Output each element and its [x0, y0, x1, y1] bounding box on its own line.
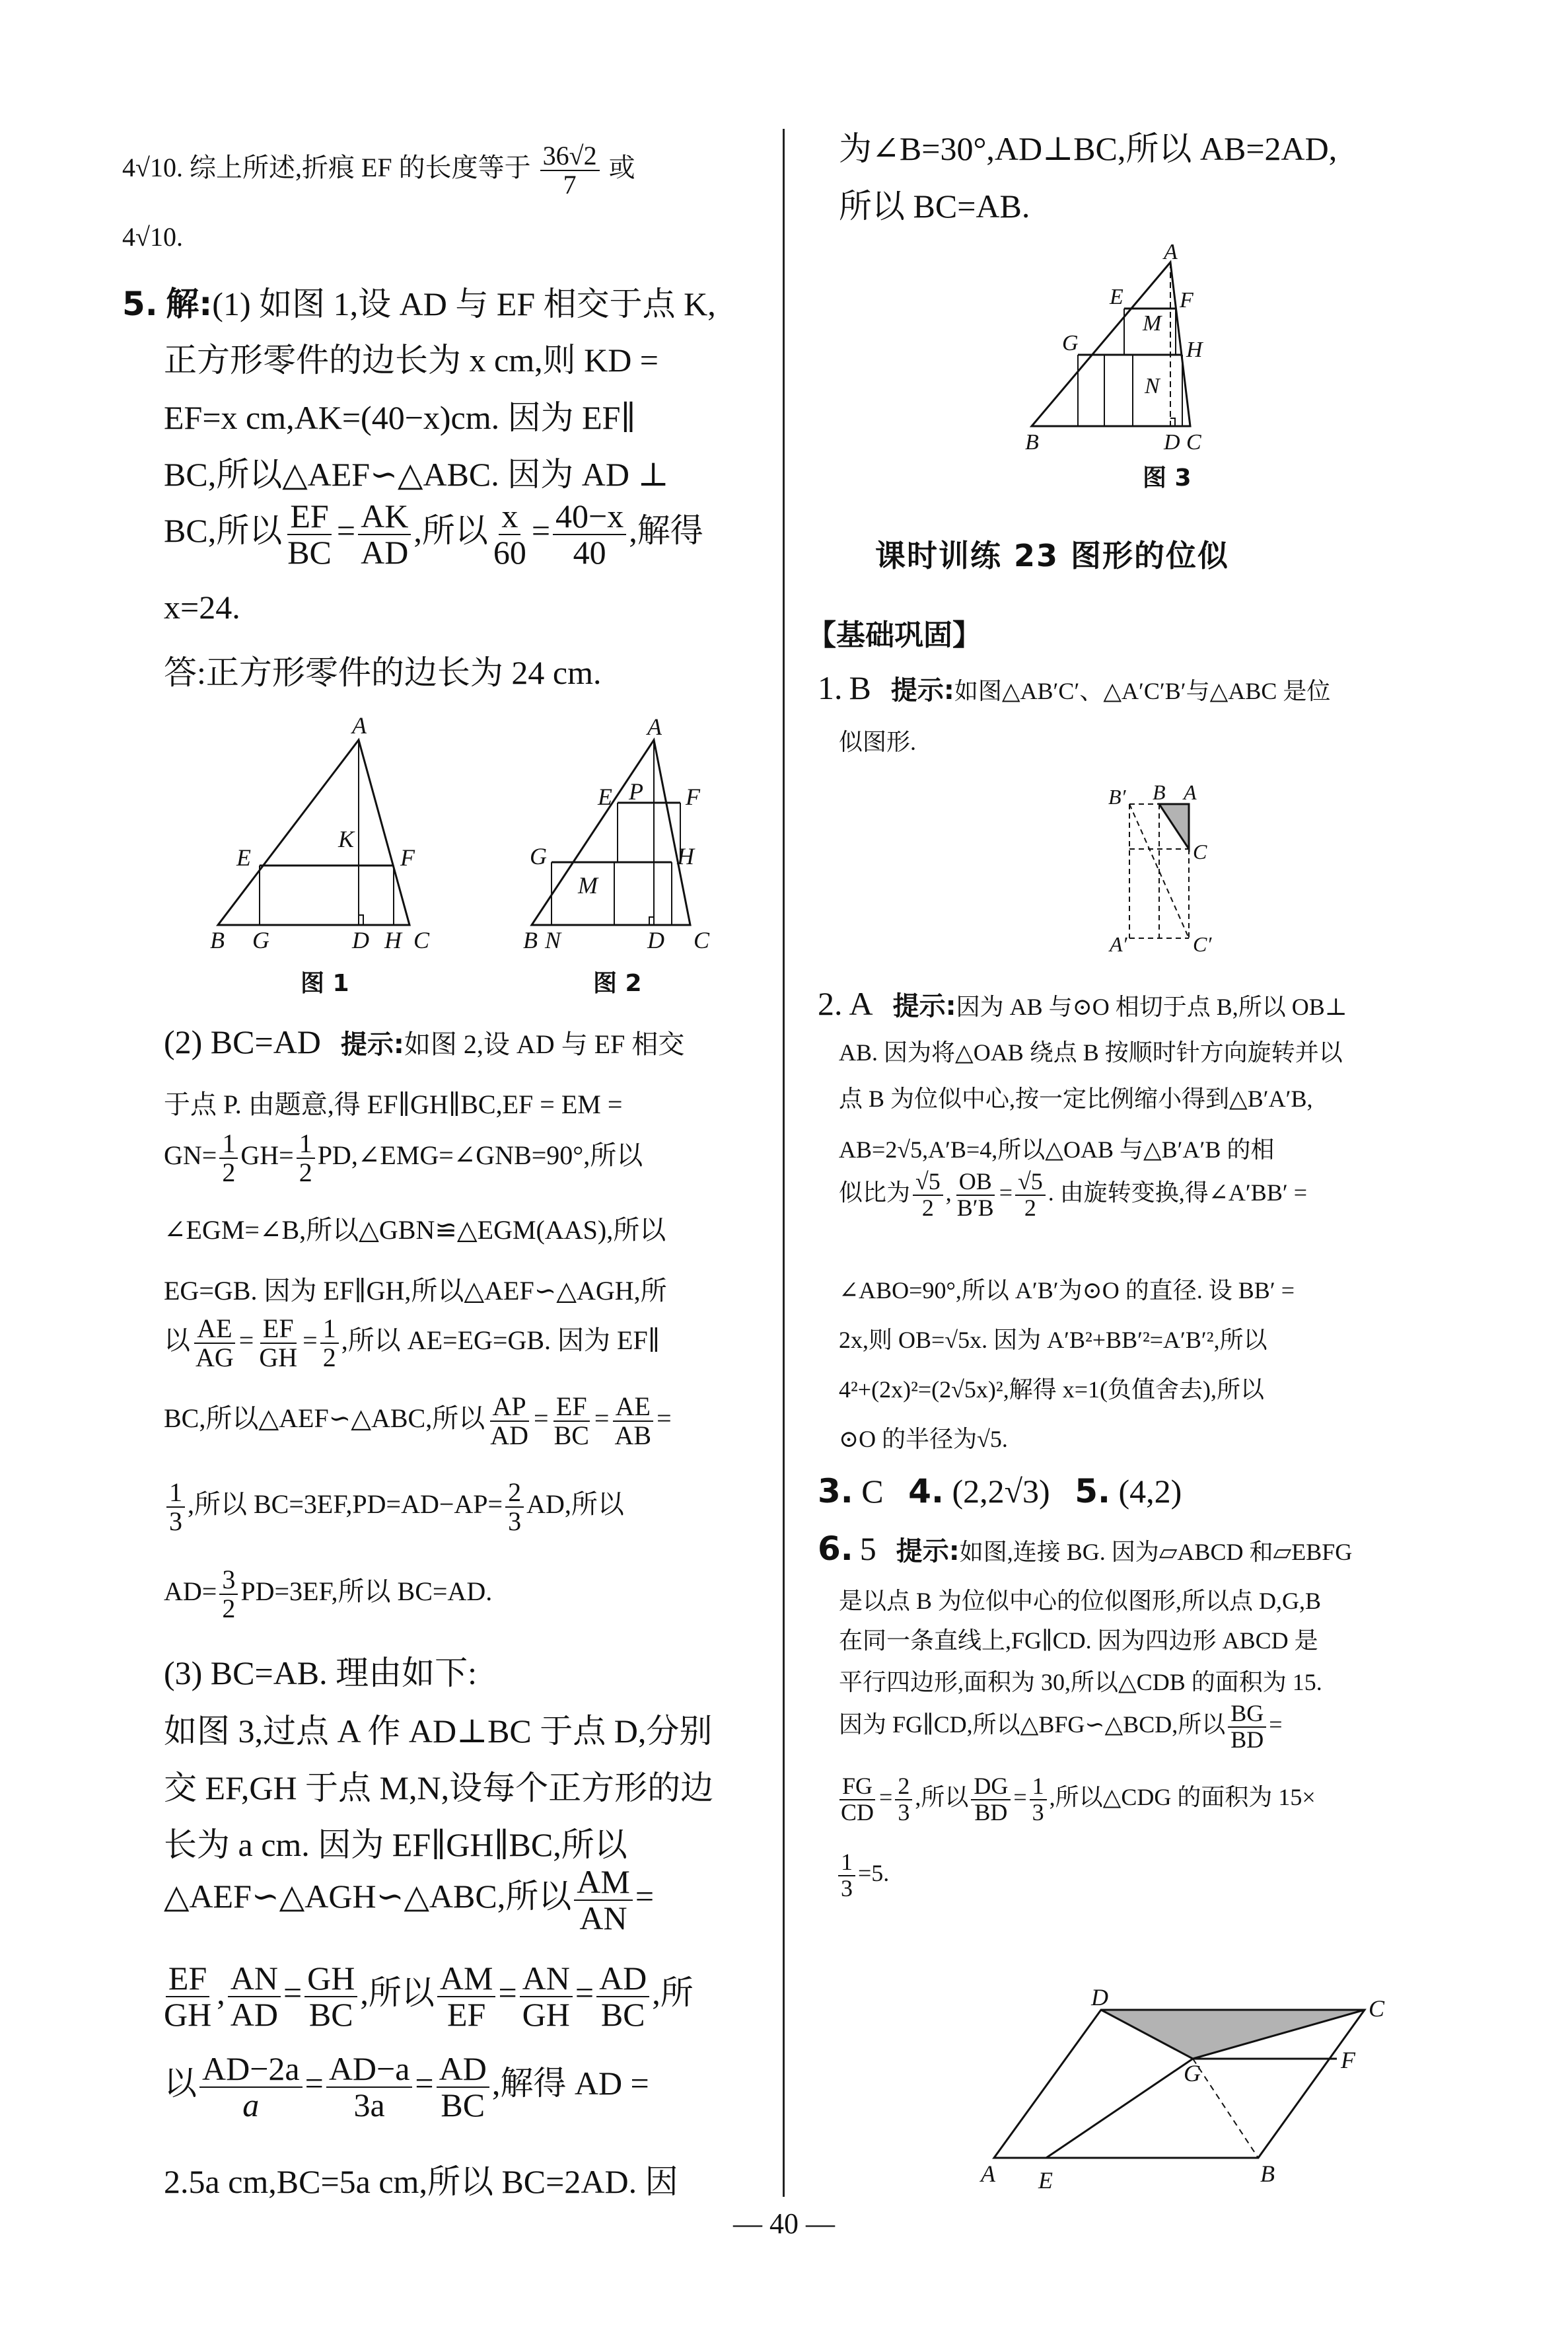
text-segment: ,解得 [629, 511, 703, 549]
answer-value: 5 [859, 1530, 876, 1567]
fraction [838, 1774, 876, 1826]
fraction [895, 1774, 912, 1826]
right-angle-mark [1170, 418, 1175, 426]
fraction-denominator: BC [287, 533, 332, 571]
label-a: A [981, 2160, 995, 2187]
answer-value: (4,2) [1118, 1473, 1182, 1510]
label-c: C [1369, 1995, 1385, 2022]
fraction-denominator: CD [841, 1798, 874, 1826]
fraction-denominator: GH [164, 1995, 212, 2033]
figure-3-diagram [1017, 240, 1308, 455]
triangle-abc [532, 740, 690, 925]
answer-line: 答:正方形零件的边长为 24 cm. [164, 654, 602, 691]
equals-sign: = [1269, 1711, 1283, 1738]
text-line: 点 B 为位似中心,按一定比例缩小得到△B′A′B, [839, 1086, 1313, 1112]
label-d: D [1091, 1984, 1108, 2011]
fraction [219, 1130, 238, 1187]
fraction-numerator: EF [260, 1315, 297, 1344]
text-line: AB=2√5,A′B=4,所以△OAB 与△B′A′B 的相 [839, 1136, 1275, 1163]
text-line: EG=GB. 因为 EF∥GH,所以△AEF∽△AGH,所 [164, 1276, 667, 1306]
fraction-numerator: 1 [838, 1850, 855, 1876]
fraction-numerator: AD−a [326, 2051, 413, 2088]
fraction-numerator: 1 [1030, 1774, 1047, 1800]
fraction-denominator: AD [490, 1421, 528, 1450]
fraction [552, 1393, 592, 1450]
fraction-numerator: AD [596, 1961, 649, 1997]
fraction [574, 1864, 633, 1935]
equals-sign: = [336, 511, 356, 549]
fraction-denominator: BC [553, 1421, 589, 1450]
fraction [540, 142, 600, 199]
text-line: AB. 因为将△OAB 绕点 B 按顺时针方向旋转并以 [839, 1039, 1343, 1066]
text-segment: 似比为 [839, 1179, 911, 1206]
question-number: 2. [818, 985, 843, 1022]
question-number: 3. [818, 1472, 853, 1510]
label-a: A [647, 714, 662, 740]
label-b: B [1260, 2160, 1275, 2187]
label-e: E [1038, 2167, 1053, 2194]
text-segment: ,所以 [360, 1974, 435, 2011]
fraction-denominator: AG [196, 1343, 234, 1372]
text-segment: 如图 2,设 AD 与 EF 相交 [404, 1029, 685, 1059]
text-line: 是以点 B 为位似中心的位似图形,所以点 D,G,B [839, 1588, 1322, 1614]
text-line [164, 1566, 492, 1623]
fraction [596, 1961, 649, 2032]
problem-5-line-1 [122, 277, 716, 325]
text-segment: ,所 [652, 1974, 694, 2011]
fraction-denominator: 3 [841, 1874, 853, 1901]
text-line: 4²+(2x)²=(2√5x)²,解得 x=1(负值舍去),所以 [839, 1376, 1264, 1403]
label-n: N [545, 927, 561, 953]
label-d: D [1164, 430, 1180, 455]
shaded-triangle-abc [1159, 804, 1189, 849]
equals-sign: = [1013, 1784, 1027, 1811]
fraction-denominator: 2 [1024, 1194, 1036, 1221]
fraction [437, 2051, 489, 2122]
text-segment: 以 [164, 2064, 197, 2102]
text-segment: 如图△AB′C′、△A′C′B′与△ABC 是位 [954, 678, 1331, 704]
fraction-numerator: 1 [219, 1130, 238, 1159]
label-p: P [629, 778, 643, 805]
label-h: H [384, 927, 402, 953]
fraction [326, 2051, 413, 2122]
label-k: K [338, 826, 355, 852]
fraction-numerator: 1 [320, 1315, 339, 1344]
fraction-numerator: DG [971, 1774, 1011, 1800]
text-segment: ,解得 AD = [491, 2064, 649, 2102]
question-number: 4. [908, 1472, 944, 1510]
text-segment: ,所以 [413, 511, 488, 549]
text-segment: ,所以 BC=3EF,PD=AD−AP= [188, 1489, 503, 1520]
fraction [971, 1774, 1011, 1826]
fraction [954, 1169, 997, 1221]
label-d: D [352, 927, 369, 953]
fraction [228, 1961, 281, 2032]
fraction-denominator: 2 [299, 1158, 312, 1187]
fraction-denominator: BD [1230, 1726, 1264, 1753]
fraction [199, 2051, 303, 2122]
question-number: 1. [818, 669, 843, 706]
fraction-denominator: BC [441, 2086, 485, 2123]
column-divider [783, 129, 785, 2197]
fraction-numerator: AK [358, 499, 411, 535]
fraction-numerator: EF [553, 1393, 590, 1422]
fraction [838, 1850, 855, 1901]
question-2-line-1 [818, 984, 1347, 1023]
problem-number: 5. [122, 285, 158, 323]
text-line: 所以 BC=AB. [839, 188, 1030, 225]
label-g: G [530, 843, 547, 869]
question-6-line-1 [818, 1530, 1352, 1568]
label-m: M [578, 872, 598, 899]
label-c: C [694, 927, 710, 953]
fraction-numerator: x [499, 499, 520, 535]
part-2-answer: (2) BC=AD [164, 1023, 321, 1060]
fraction-denominator: AD [361, 533, 409, 571]
label-b: B [210, 927, 225, 953]
label-g: G [1184, 2060, 1201, 2086]
fraction-numerator: EF [287, 499, 331, 535]
fraction [320, 1315, 339, 1372]
label-a: A [352, 712, 367, 739]
fraction [166, 1479, 185, 1535]
text-segment: △AEF∽△AGH∽△ABC,所以 [164, 1877, 572, 1915]
fraction-numerator: OB [956, 1169, 995, 1196]
label-b: B [1153, 780, 1166, 804]
fraction [1030, 1774, 1047, 1826]
label-c: C [413, 927, 430, 953]
text-segment: 如图,连接 BG. 因为▱ABCD 和▱EBFG [959, 1539, 1353, 1565]
equals-sign: = [303, 1325, 318, 1356]
equals-sign: = [594, 1403, 610, 1434]
question-number: 5. [1075, 1472, 1110, 1510]
fraction-denominator: 60 [493, 533, 526, 571]
text-segment: GN= [164, 1140, 217, 1171]
label-e: E [1110, 285, 1123, 309]
fraction-numerator: 1 [166, 1479, 185, 1508]
fraction-denominator: 3 [508, 1506, 522, 1536]
fraction-numerator: 36√2 [540, 142, 600, 171]
label-a: A [1164, 240, 1178, 264]
hint-label: 提示: [890, 675, 954, 706]
label-b: B [1025, 430, 1039, 455]
fraction-denominator: EF [446, 1995, 486, 2033]
figure-2-caption: 图 2 [593, 970, 642, 997]
fraction-numerator: 40−x [553, 499, 626, 535]
equals-sign: = [657, 1403, 672, 1434]
label-f: F [1180, 288, 1194, 313]
text-line [836, 1850, 889, 1901]
fraction-denominator: 2 [222, 1594, 236, 1623]
text-line [164, 1479, 624, 1535]
text-line: 平行四边形,面积为 30,所以△CDB 的面积为 15. [839, 1669, 1322, 1695]
fraction-numerator: 3 [219, 1566, 238, 1595]
question-1-figure [1063, 773, 1275, 956]
fraction-denominator: 3 [898, 1798, 910, 1826]
fraction [193, 1315, 236, 1372]
fraction [505, 1479, 524, 1535]
fraction-denominator: BC [600, 1995, 645, 2033]
fraction-numerator: AD−2a [199, 2051, 303, 2088]
fraction-denominator: 3a [353, 2086, 385, 2123]
answer-choice: B [849, 669, 871, 706]
figure-3-caption: 图 3 [1143, 464, 1192, 492]
text-segment: ,所以 AE=EG=GB. 因为 EF∥ [341, 1325, 660, 1356]
text-segment: AD= [164, 1576, 217, 1607]
hint-label: 提示: [892, 991, 956, 1021]
fraction-numerator: AE [194, 1315, 234, 1344]
text-line: 以 $\frac{AD-2a}{a}$ = $\frac{AD-a}{3a}$ = $\frac{AD}{BC}$ ,解得 AD = [164, 2050, 649, 2123]
text-segment: BC,所以△AEF∽△ABC,所以 [164, 1403, 485, 1434]
fraction-denominator: 2 [222, 1158, 236, 1187]
fraction [437, 1961, 496, 2032]
fraction [913, 1169, 943, 1221]
text-segment: 因为 FG∥CD,所以△BFG∽△BCD,所以 [839, 1711, 1226, 1738]
text-segment: =5. [858, 1860, 890, 1887]
fraction-numerator: BG [1228, 1701, 1266, 1728]
fraction-numerator: AM [574, 1864, 633, 1901]
text-line: 交 EF,GH 于点 M,N,设每个正方形的边 [164, 1769, 714, 1806]
equals-sign: = [531, 511, 551, 549]
equals-sign: = [879, 1784, 893, 1811]
fraction [297, 1130, 315, 1187]
fraction [304, 1961, 357, 2032]
fraction-denominator: 40 [573, 533, 606, 571]
label-f: F [686, 784, 700, 810]
fraction-denominator: AD [230, 1995, 278, 2033]
text-segment: 以 [164, 1325, 190, 1356]
triangle-abc [218, 740, 410, 925]
label-c: C [1193, 840, 1207, 864]
fraction [491, 499, 529, 570]
figure-1-diagram [198, 712, 476, 953]
fraction [520, 1961, 573, 2032]
fraction-numerator: AN [228, 1961, 281, 1997]
fraction-denominator: 2 [921, 1194, 934, 1221]
equals-sign: = [498, 1974, 517, 2011]
fraction [612, 1393, 654, 1450]
question-number: 6. [818, 1530, 853, 1568]
fraction-numerator: √5 [1015, 1169, 1046, 1196]
text-segment: 或 [608, 153, 635, 183]
fraction-denominator: AN [579, 1899, 627, 1937]
text-segment: AD,所以 [526, 1489, 624, 1520]
text-line: 4√10. [122, 222, 183, 252]
text-line [164, 499, 703, 570]
text-line [122, 142, 635, 199]
label-h: H [1186, 338, 1203, 362]
equals-sign: = [575, 1974, 594, 2011]
figure-2-diagram [515, 714, 793, 955]
text-line [164, 1393, 672, 1450]
text-line: $\frac{EF}{GH}$ , $\frac{AN}{AD}$ = $\frac{GH}{BC}$ ,所以 $\frac{AM}{EF}$ = $\frac{AN}{GH}$ = $\frac{AD}{BC}$ ,所 [159, 1961, 694, 2032]
fraction-denominator: AB [614, 1421, 652, 1450]
answer-value: (2,2√3) [952, 1473, 1050, 1510]
fraction-denominator: BD [974, 1798, 1008, 1826]
fraction [219, 1566, 238, 1623]
fraction [285, 499, 334, 570]
text-line: 似比为 $\frac{√5}{2}$ , $\frac{OB}{B'B}$ = $\frac{√5}{2}$ . 由旋转变换,得∠A′BB′ = [839, 1168, 1308, 1221]
fraction-numerator: FG [839, 1774, 875, 1800]
text-line: EF=x cm,AK=(40−x)cm. 因为 EF∥ [164, 399, 636, 436]
label-c-prime: C′ [1193, 932, 1212, 956]
text-segment: GH= [240, 1140, 294, 1171]
fraction-denominator: 7 [563, 170, 577, 200]
equals-sign: = [999, 1179, 1013, 1206]
hint-label: 提示: [340, 1029, 404, 1060]
label-g: G [252, 927, 269, 953]
text-line: ∠EGM=∠B,所以△GBN≌△EGM(AAS),所以 [164, 1215, 666, 1245]
equals-sign: = [283, 1974, 303, 2011]
fraction-denominator: B′B [956, 1194, 994, 1221]
segment-ge [1046, 2059, 1193, 2158]
text-line: 2x,则 OB=√5x. 因为 A′B²+BB′²=A′B′²,所以 [839, 1327, 1267, 1353]
fraction-numerator: AP [490, 1393, 529, 1422]
fraction-numerator: AN [520, 1961, 573, 1997]
fraction-denominator: 2 [322, 1343, 336, 1372]
fraction-numerator: GH [304, 1961, 357, 1997]
fraction-numerator: √5 [913, 1169, 943, 1196]
answer-choice: A [849, 985, 873, 1022]
fraction [487, 1393, 531, 1450]
label-c: C [1186, 430, 1201, 455]
label-b-prime: B′ [1108, 785, 1126, 809]
fraction [553, 499, 626, 570]
right-angle-mark [359, 915, 363, 925]
question-1-line-1 [818, 669, 1330, 707]
label-g: G [1062, 331, 1079, 355]
text-line: BC,所以△AEF∽△ABC. 因为 AD ⊥ [164, 456, 669, 493]
fraction [1228, 1701, 1266, 1753]
question-6-figure [951, 1982, 1427, 2194]
dashed-bg [1193, 2059, 1258, 2158]
text-segment: . 由旋转变换,得∠A′BB′ = [1048, 1179, 1308, 1206]
fraction [256, 1315, 300, 1372]
text-line: ∠ABO=90°,所以 A′B′为⊙O 的直径. 设 BB′ = [839, 1277, 1295, 1304]
fraction [1015, 1169, 1046, 1221]
text-segment: ,所以 [915, 1784, 969, 1811]
equals-sign: = [534, 1403, 549, 1434]
text-line: ⊙O 的半径为√5. [839, 1426, 1008, 1452]
label-n: N [1145, 374, 1160, 398]
text-line: 于点 P. 由题意,得 EF∥GH∥BC,EF = EM = [164, 1089, 623, 1119]
fraction-denominator: 3 [169, 1506, 182, 1536]
fraction [161, 1961, 214, 2032]
text-line: 似图形. [839, 729, 917, 755]
text-segment: BC,所以 [164, 511, 283, 549]
label-h: H [677, 843, 694, 869]
fraction-numerator: AM [437, 1961, 496, 1997]
label-a-prime: A′ [1110, 932, 1127, 956]
fraction-numerator: EF [166, 1961, 209, 1997]
fraction-denominator: BC [308, 1995, 353, 2033]
text-line [164, 1864, 654, 1935]
equals-sign: = [635, 1877, 655, 1915]
fraction-denominator: GH [522, 1995, 570, 2033]
text-segment: 4√10. 综上所述,折痕 EF 的长度等于 [122, 153, 531, 183]
text-line [839, 1701, 1283, 1753]
text-segment: PD=3EF,所以 BC=AD. [240, 1576, 493, 1607]
fraction-numerator: 2 [895, 1774, 912, 1800]
fraction-denominator: GH [259, 1343, 298, 1372]
text-line [836, 1774, 1316, 1826]
label-e: E [598, 784, 612, 810]
text-line: 2.5a cm,BC=5a cm,所以 BC=2AD. 因 [164, 2163, 678, 2200]
part-2-line-1 [164, 1023, 684, 1061]
label-f: F [400, 844, 415, 871]
figure-1-caption: 图 1 [301, 970, 349, 997]
label-d: D [647, 927, 664, 953]
fraction-numerator: AD [437, 2051, 489, 2088]
fraction-denominator: a [242, 2086, 260, 2123]
text-line: 正方形零件的边长为 x cm,则 KD = [164, 342, 659, 379]
label-e: E [236, 844, 251, 871]
label-m: M [1143, 311, 1162, 336]
text-line: 长为 a cm. 因为 EF∥GH∥BC,所以 [164, 1826, 627, 1863]
shaded-triangle-cdg [1101, 2010, 1365, 2059]
section-heading: 【基础巩固】 [807, 618, 981, 652]
fraction-denominator: 3 [1032, 1798, 1044, 1826]
solution-label: 解: [166, 285, 213, 323]
text-segment: PD,∠EMG=∠GNB=90°,所以 [317, 1140, 643, 1171]
fraction-numerator: 2 [505, 1479, 524, 1508]
text-line: 如图 3,过点 A 作 AD⊥BC 于点 D,分别 [164, 1713, 713, 1750]
fraction-numerator: AE [613, 1393, 653, 1422]
label-f: F [1341, 2047, 1355, 2073]
questions-3-5-line [818, 1472, 1182, 1510]
section-title: 课时训练 23 图形的位似 [875, 538, 1230, 573]
text-segment: (1) 如图 1,设 AD 与 EF 相交于点 K, [212, 285, 716, 322]
right-angle-mark [649, 917, 654, 925]
text-line [164, 1315, 660, 1372]
text-segment: ,所以△CDG 的面积为 15× [1049, 1784, 1316, 1811]
text-line [164, 1130, 643, 1187]
page-number: — 40 — [733, 2207, 835, 2240]
label-a: A [1184, 780, 1197, 804]
equals-sign: = [238, 1325, 254, 1356]
hint-label: 提示: [896, 1536, 960, 1567]
fraction [358, 499, 411, 570]
fraction-numerator: 1 [297, 1130, 315, 1159]
text-line: (3) BC=AB. 理由如下: [164, 1654, 478, 1691]
answer-choice: C [861, 1473, 884, 1510]
text-line: 为∠B=30°,AD⊥BC,所以 AB=2AD, [839, 130, 1337, 167]
text-line: x=24. [164, 589, 240, 626]
text-segment: 因为 AB 与⊙O 相切于点 B,所以 OB⊥ [956, 994, 1347, 1020]
label-b: B [523, 927, 538, 953]
text-line: 在同一条直线上,FG∥CD. 因为四边形 ABCD 是 [839, 1627, 1318, 1654]
